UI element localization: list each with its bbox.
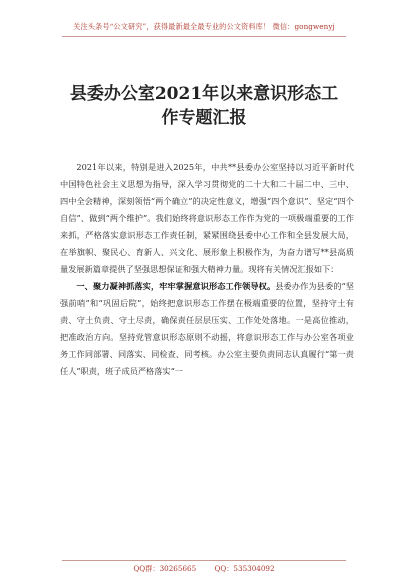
footer-contact bbox=[0, 564, 408, 574]
header-banner: 关注头条号“公文研究”，获得最新最全最专业的公文资料库！ 微信：gongwenyj bbox=[73, 22, 335, 31]
section-1-text: 县委办作为县委的“坚强前哨”和“巩固后院”，始终把意识形态工作摆在极端重要的位置，坚持守土有责、守土负责、守土尽责，确保责任层层压实、工作处处落地。一是高位推动，把准政治方向。坚持党管意识形态原则不动摇，将意识形态工作与办公室各项业务工作同部署、同落实、同检查、同考核。办公室主要负责同志认真履行“第一责任人”职责，班子成员严格落实“一 bbox=[60, 281, 354, 376]
footer-qq-group: QQ群：30265665 bbox=[133, 564, 197, 573]
footer-qq: QQ：535304092 bbox=[214, 564, 275, 573]
header-divider bbox=[62, 36, 346, 37]
document-body bbox=[60, 159, 354, 380]
title-line-1: 县委办公室2021年以来意识形态工 bbox=[69, 84, 339, 104]
document-title bbox=[60, 82, 348, 130]
section-1-paragraph bbox=[60, 278, 354, 380]
footer-divider bbox=[62, 560, 346, 561]
title-line-2: 作专题汇报 bbox=[161, 108, 247, 128]
intro-paragraph: 2021年以来，特别是进入2025年，中共**县委办公室坚持以习近平新时代中国特色社会主义思想为指导，深入学习贯彻党的二十大和二十届二中、三中、四中全会精神，深刻领悟“两个确立”的决定性意义，增强“四个意识”、坚定“四个自信”、做到“两个维护”。我们始终将意识形态工作作为党的一项极端重要的工作来抓，严格落实意识形态工作责任制，紧紧围绕县委中心工作和全县发展大局，在举旗帜、聚民心、育新人、兴文化、展形象上积极作为，为奋力谱写**县高质量发展新篇章提供了坚强思想保证和强大精神力量。现将有关情况汇报如下： bbox=[60, 162, 354, 274]
section-1-heading: 一、聚力凝神抓落实，牢牢掌握意识形态工作领导权。 bbox=[76, 281, 276, 291]
